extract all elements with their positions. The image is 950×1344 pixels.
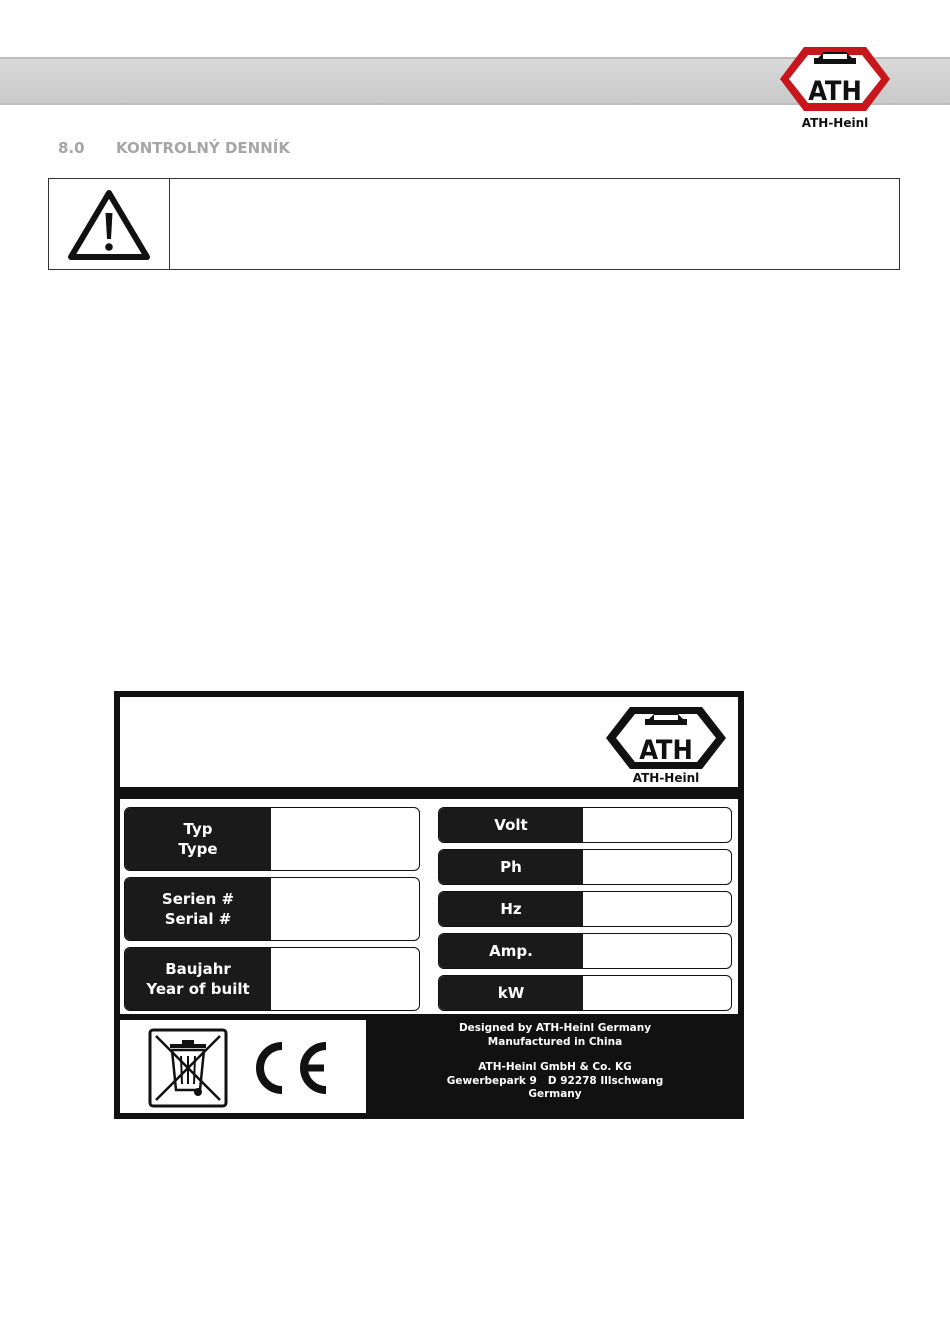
info-country: Germany [528,1088,582,1100]
hz-label: Hz [439,892,583,926]
type-label-en: Type [178,840,218,858]
phase-label: Ph [439,850,583,884]
svg-text:ATH: ATH [639,735,693,766]
svg-text:ATH: ATH [808,76,862,107]
nameplate-logo [604,705,728,785]
phase-field [438,849,732,885]
serial-label [125,878,271,940]
amp-label: Amp. [439,934,583,968]
year-label-de: Baujahr [165,960,231,978]
section-title [58,139,290,157]
warning-box [48,178,900,270]
kw-field [438,975,732,1011]
kw-label: kW [439,976,583,1010]
serial-field [124,877,420,941]
year-field [124,947,420,1011]
section-number: 8.0 [58,139,85,157]
nameplate-logo-text: ATH-Heinl [632,771,700,785]
header-logo-text: ATH-Heinl [801,116,869,130]
nameplate-fields [120,799,738,1014]
volt-field [438,807,732,843]
info-address: Gewerbepark 9 D 92278 Illschwang [446,1074,664,1087]
info-manufactured: Manufactured in China [487,1035,623,1048]
year-label-en: Year of built [146,980,250,998]
year-label [125,948,271,1010]
certification-marks [120,1020,366,1113]
info-company: ATH-Heinl GmbH & Co. KG [478,1061,632,1073]
serial-label-en: Serial # [164,910,232,928]
type-field [124,807,420,871]
ath-logo-icon [776,44,894,114]
ath-logo-icon [604,705,728,771]
weee-bin-icon [148,1028,228,1108]
volt-label: Volt [439,808,583,842]
info-designed: Designed by ATH-Heinl Germany [458,1022,652,1034]
ce-mark-icon [244,1038,334,1098]
nameplate-header [120,697,738,787]
ath-heinl-logo [776,44,894,130]
manufacturer-info [372,1022,738,1112]
amp-field [438,933,732,969]
nameplate [114,691,744,1119]
warning-icon-cell [49,179,170,269]
warning-triangle-icon [67,189,151,261]
serial-label-de: Serien # [161,890,235,908]
type-label [125,808,271,870]
hz-field [438,891,732,927]
section-heading: KONTROLNÝ DENNÍK [116,139,290,157]
type-label-de: Typ [183,820,213,838]
